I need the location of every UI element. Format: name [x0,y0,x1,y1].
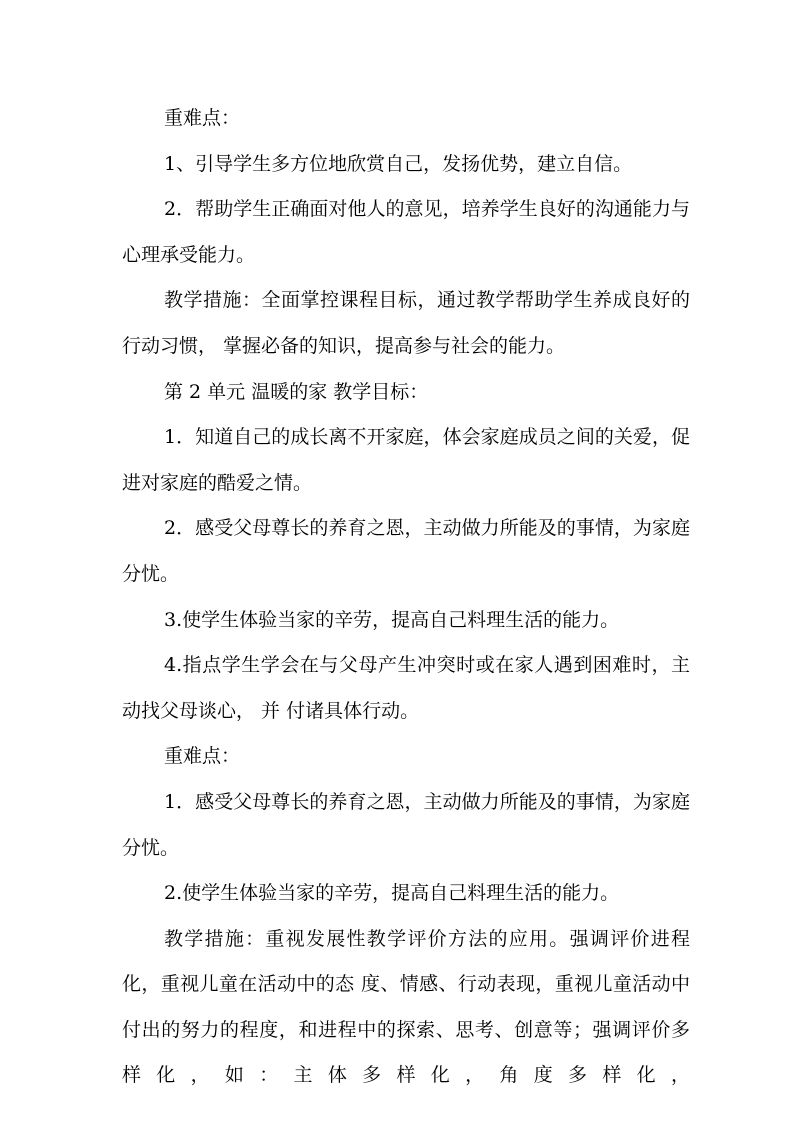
goal-item-3: 3.使学生体验当家的辛劳，提高自己料理生活的能力。 [164,608,620,631]
paragraph-item-1: 1、引导学生多方位地欣赏自己，发扬优势，建立自信。 [164,152,633,175]
goal-item-2: 2．感受父母尊长的养育之恩，主动做力所能及的事情，为家庭分忧。 [122,517,690,585]
heading-key-points: 重难点： [164,107,241,129]
paragraph-measures: 教学措施：全面掌控课程目标，通过教学帮助学生养成良好的行动习惯， 掌握必备的知识，提高参与社会的能力。 [122,289,690,357]
heading-key-points-2: 重难点： [164,745,241,768]
paragraph-item-2: 2．帮助学生正确面对他人的意见，培养学生良好的沟通能力与心理承受能力。 [122,198,690,266]
key-point-item-2: 2.使学生体验当家的辛劳，提高自己料理生活的能力。 [164,882,620,905]
paragraph-measures-2: 教学措施：重视发展性教学评价方法的应用。强调评价进程化，重视儿童在活动中的态 度、情感、行动表现，重视儿童活动中付出的努力的程度，和进程中的探索、思考、创意等；强调评价多样化，如：主体多样化，角度多样化， [122,927,690,1087]
document-body [122,96,690,1099]
goal-item-1: 1．知道自己的成长离不开家庭，体会家庭成员之间的关爱，促进对家庭的酷爱之情。 [122,426,690,494]
unit-heading: 第 2 单元 温暖的家 教学目标： [164,380,429,403]
goal-item-4: 4.指点学生学会在与父母产生冲突时或在家人遇到困难时，主动找父母谈心， 并 付诸具体行动。 [122,654,690,722]
key-point-item-1: 1．感受父母尊长的养育之恩，主动做力所能及的事情，为家庭分忧。 [122,790,690,859]
